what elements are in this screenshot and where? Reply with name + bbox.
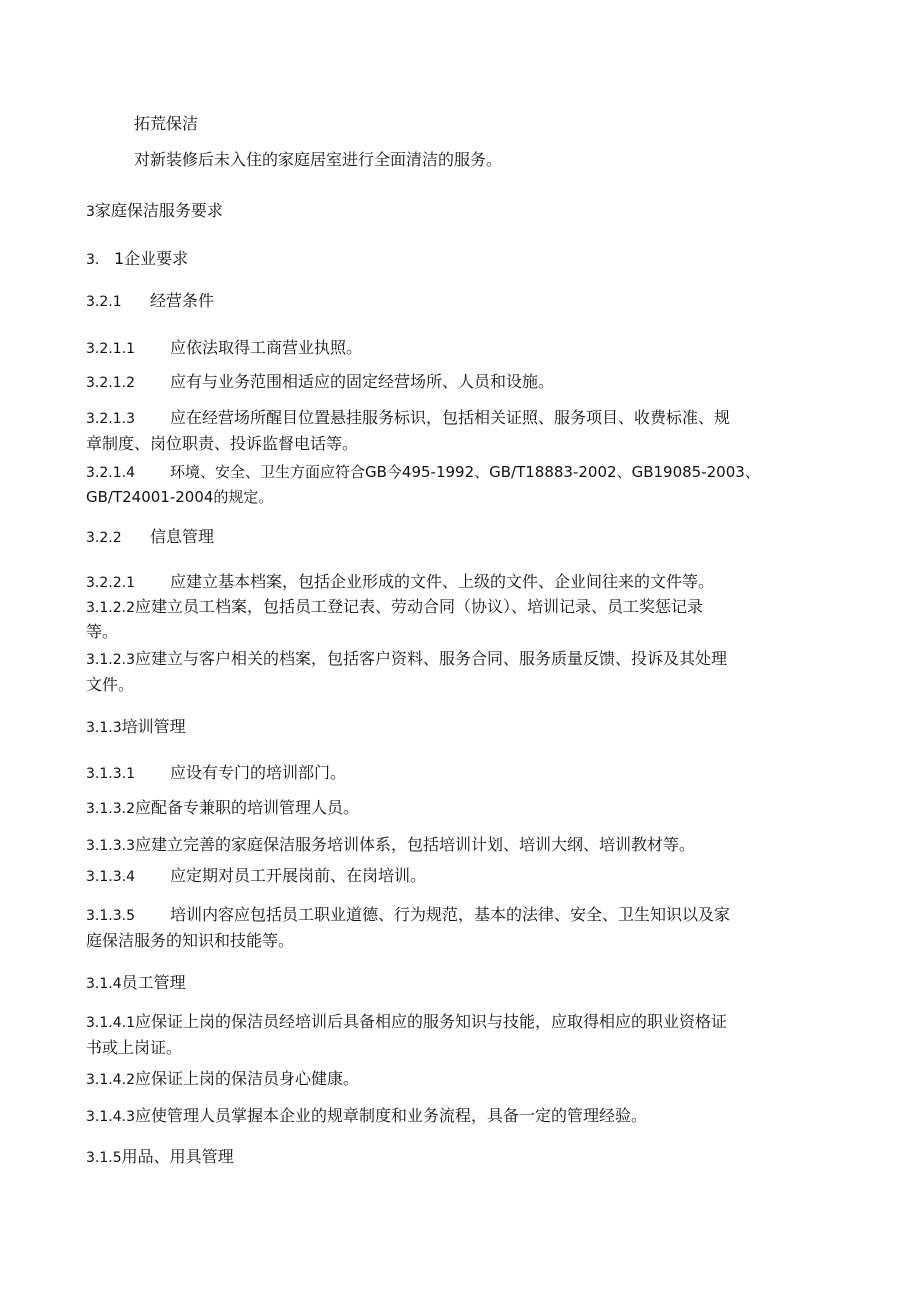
clause-number: 3.2.1.3 (86, 411, 135, 427)
clause-text: 应配备专兼职的培训管理人员。 (134, 798, 359, 817)
clause-number: 3.2.1.1 (86, 341, 135, 357)
clause-text: 应建立与客户相关的档案，包括客户资料、服务合同、服务质量反馈、投诉及其处理 (134, 649, 727, 668)
clause-item (86, 798, 359, 819)
clause-heading (86, 717, 186, 738)
clause-continuation (86, 622, 118, 642)
clause-number: 3.2.2 (86, 530, 122, 546)
section-title: 1企业要求 (114, 249, 189, 268)
clause-text: 环境、安全、卫生方面应符合GB今495-1992、GB/T18883-2002、GB19085-2003、 (170, 463, 760, 481)
clause-number: 3.1.4.3 (86, 1109, 135, 1125)
clause-continuation (86, 434, 358, 454)
clause-item (86, 372, 554, 393)
clause-title: 信息管理 (150, 527, 215, 546)
clause-text: 等。 (86, 622, 119, 641)
clause-item (86, 1106, 647, 1127)
clause-number: 3.1.3.2 (86, 801, 135, 817)
clause-item (86, 835, 695, 856)
clause-number: 3.1.3 (86, 720, 122, 736)
section-title: 家庭保洁服务要求 (94, 201, 223, 220)
clause-text: 应使管理人员掌握本企业的规章制度和业务流程，具备一定的管理经验。 (134, 1106, 647, 1125)
clause-number: 3.2.1.2 (86, 375, 135, 391)
section-number: 3 (86, 204, 95, 220)
clause-text: 培训内容应包括员工职业道德、行为规范，基本的法律、安全、卫生知识以及家 (170, 905, 731, 924)
clause-number: 3.1.3.4 (86, 869, 135, 885)
clause-item (86, 462, 760, 483)
clause-text: 应保证上岗的保洁员身心健康。 (134, 1069, 359, 1088)
clause-number: 3.1.2.2 (86, 600, 135, 616)
clause-number: 3.1.2.3 (86, 652, 135, 668)
clause-heading (86, 973, 186, 994)
clause-continuation (86, 675, 134, 695)
section-heading (86, 201, 223, 222)
clause-continuation (86, 931, 294, 951)
clause-text: 庭保洁服务的知识和技能等。 (86, 931, 295, 950)
clause-number: 3.2.1 (86, 294, 122, 310)
clause-heading (86, 527, 214, 548)
section-number: 3. (86, 252, 100, 268)
clause-item (86, 866, 426, 887)
clause-text: 应设有专门的培训部门。 (170, 763, 347, 782)
clause-text: 应在经营场所醒目位置悬挂服务标识，包括相关证照、服务项目、收费标准、规 (170, 408, 731, 427)
clause-number: 3.1.3.3 (86, 838, 135, 854)
clause-item (86, 572, 714, 593)
term-definition (134, 150, 502, 170)
clause-text: GB/T24001-2004的规定。 (86, 488, 274, 506)
clause-continuation (86, 487, 273, 507)
clause-text: 文件。 (86, 675, 135, 694)
clause-number: 3.1.4.1 (86, 1015, 135, 1031)
clause-title: 经营条件 (150, 291, 215, 310)
subsection-heading (86, 249, 188, 270)
clause-text: 书或上岗证。 (86, 1038, 183, 1057)
clause-number: 3.1.3.5 (86, 908, 135, 924)
clause-title: 员工管理 (121, 973, 186, 992)
clause-item (86, 763, 346, 784)
clause-item (86, 1069, 359, 1090)
clause-number: 3.1.3.1 (86, 766, 135, 782)
clause-text: 应保证上岗的保洁员经培训后具备相应的服务知识与技能，应取得相应的职业资格证 (134, 1012, 727, 1031)
clause-number: 3.2.2.1 (86, 575, 135, 591)
clause-item (86, 338, 362, 359)
term-title (134, 114, 198, 134)
clause-text: 应定期对员工开展岗前、在岗培训。 (170, 866, 427, 885)
clause-heading (86, 291, 214, 312)
clause-item (86, 408, 730, 429)
clause-title: 用品、用具管理 (121, 1147, 234, 1166)
line-text: 拓荒保洁 (134, 114, 199, 133)
clause-heading (86, 1147, 234, 1168)
clause-text: 章制度、岗位职责、投诉监督电话等。 (86, 434, 359, 453)
clause-item (86, 1012, 727, 1033)
clause-text: 应依法取得工商营业执照。 (170, 338, 363, 357)
clause-item (86, 597, 703, 618)
clause-continuation (86, 1038, 182, 1058)
clause-text: 应建立员工档案，包括员工登记表、劳动合同（协议）、培训记录、员工奖惩记录 (134, 597, 703, 616)
clause-text: 应建立基本档案，包括企业形成的文件、上级的文件、企业间往来的文件等。 (170, 572, 715, 591)
clause-number: 3.1.5 (86, 1150, 122, 1166)
clause-item (86, 905, 730, 926)
clause-number: 3.1.4.2 (86, 1072, 135, 1088)
clause-number: 3.1.4 (86, 976, 122, 992)
clause-number: 3.2.1.4 (86, 465, 135, 481)
clause-text: 应有与业务范围相适应的固定经营场所、人员和设施。 (170, 372, 555, 391)
clause-title: 培训管理 (121, 717, 186, 736)
line-text: 对新装修后未入住的家庭居室进行全面清洁的服务。 (134, 150, 503, 169)
clause-text: 应建立完善的家庭保洁服务培训体系，包括培训计划、培训大纲、培训教材等。 (134, 835, 695, 854)
clause-item (86, 649, 727, 670)
